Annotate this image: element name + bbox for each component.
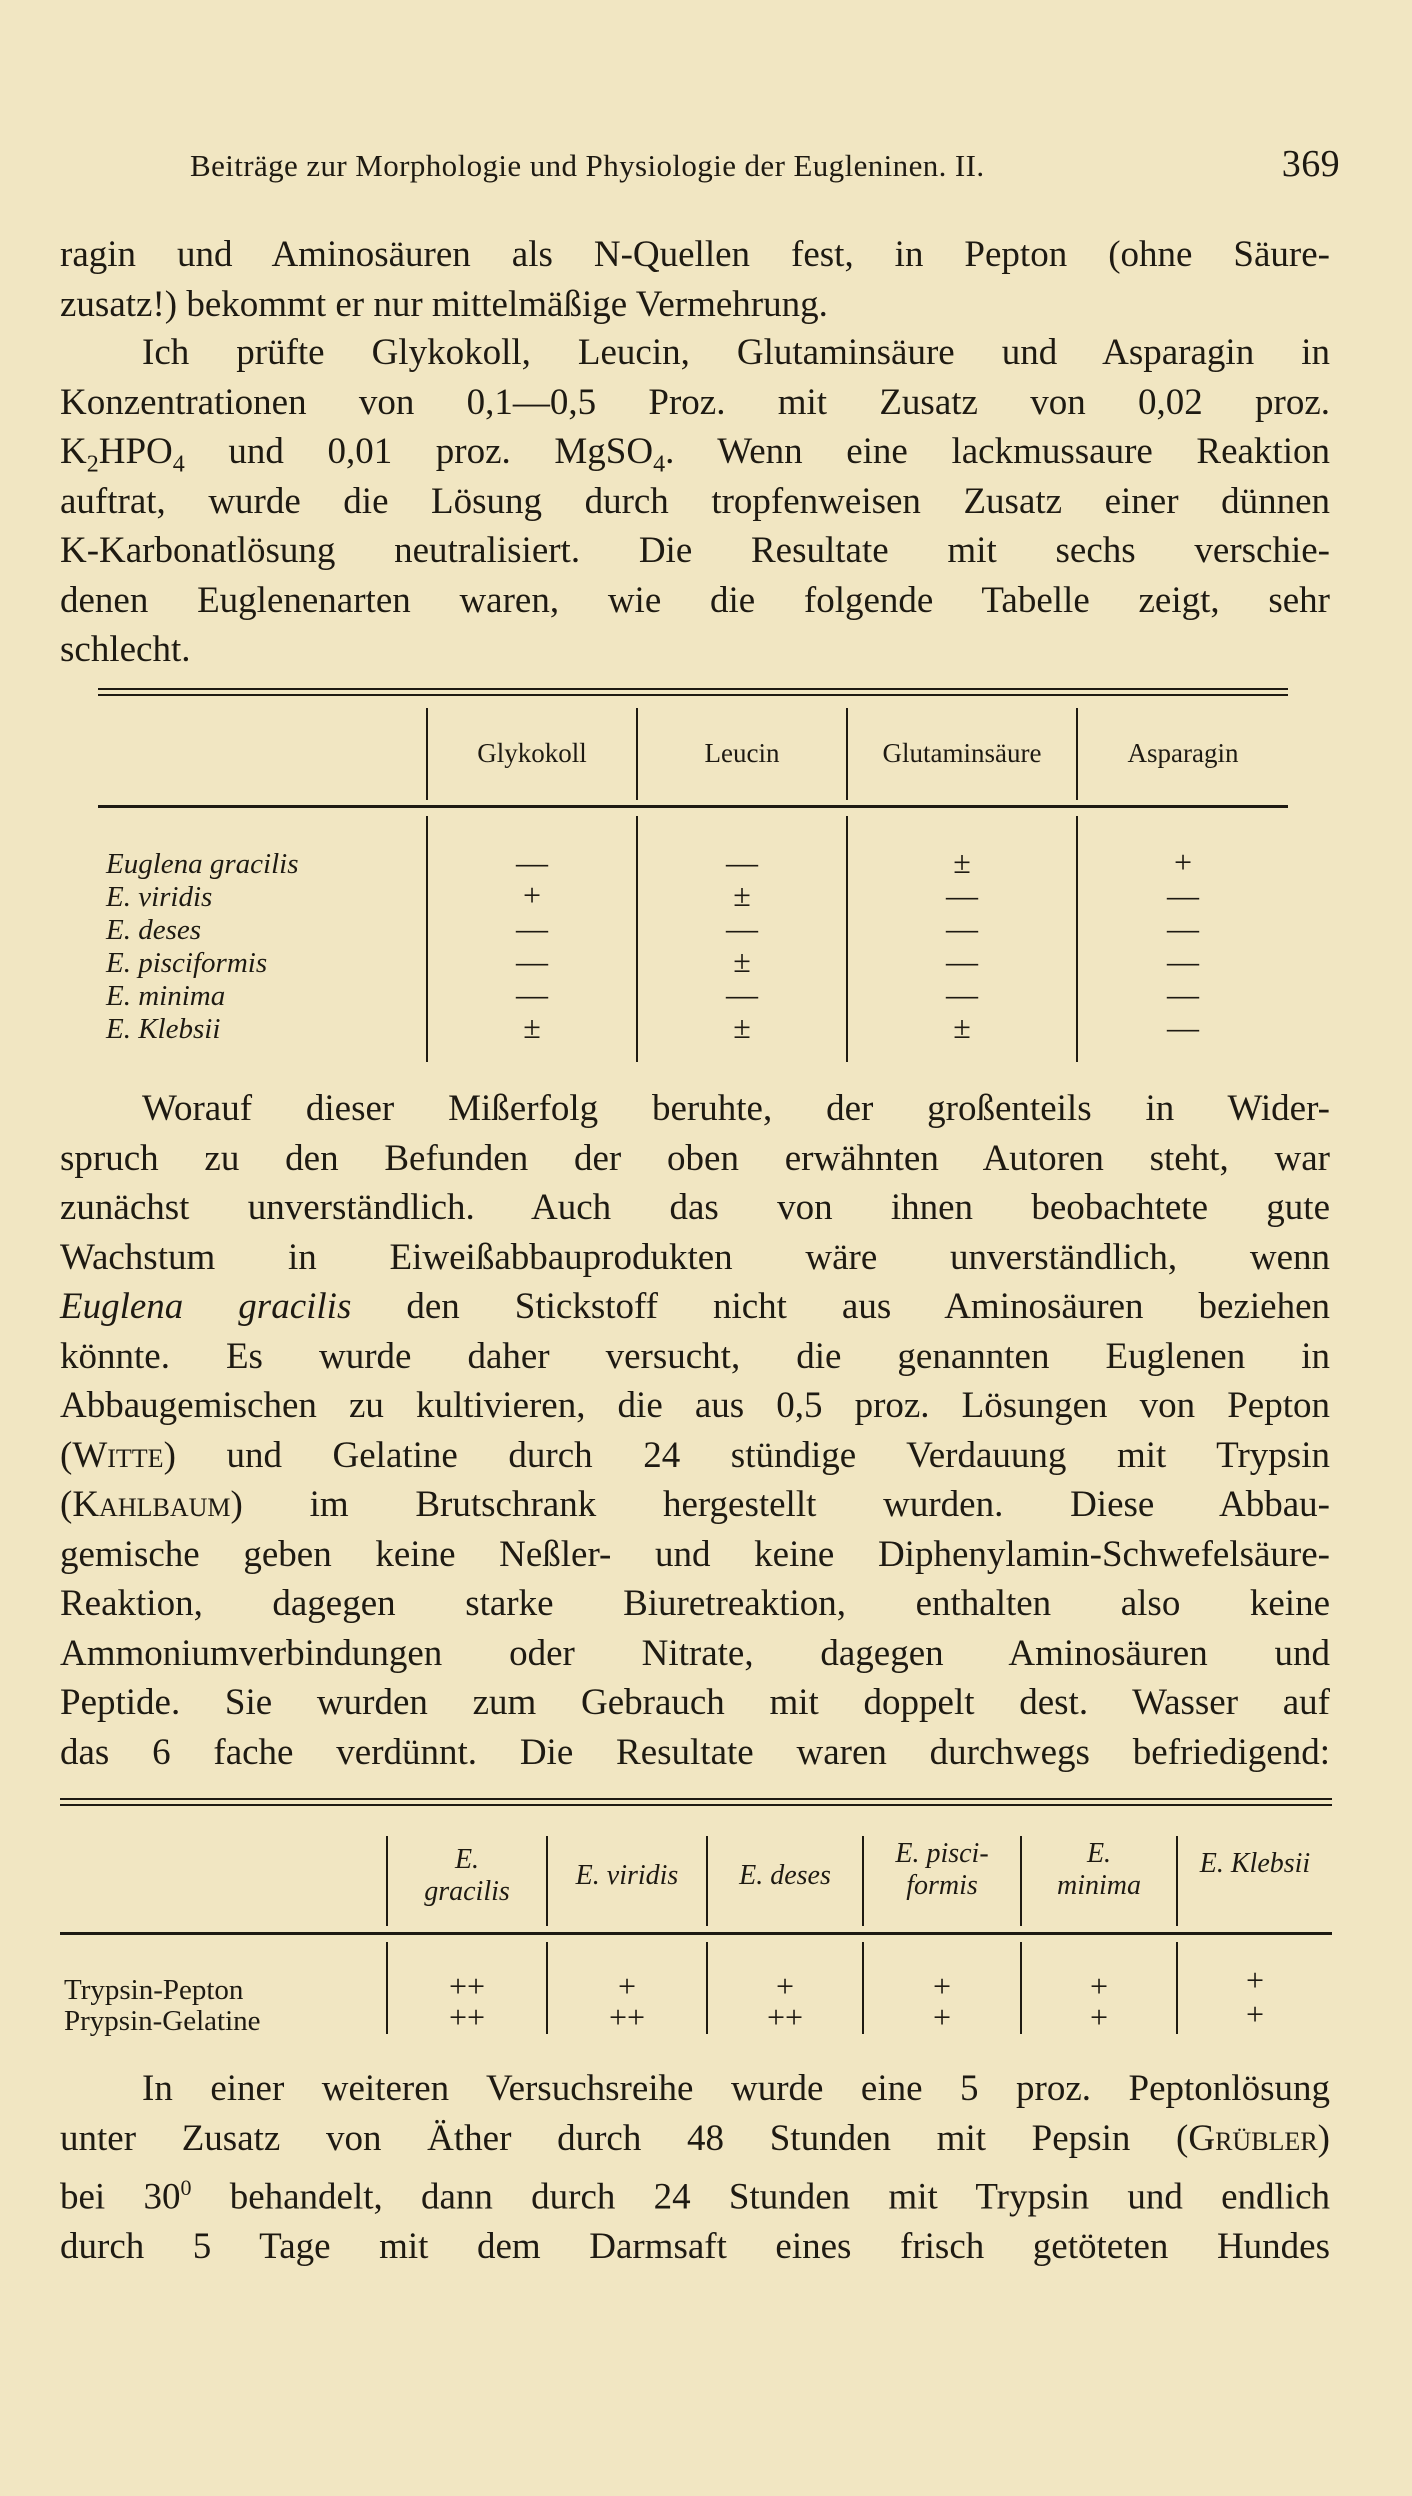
text-line [60, 1431, 1330, 1481]
table-cell: + [775, 1968, 795, 2004]
table-cell: + [932, 1968, 952, 2004]
text-line: Worauf dieser Mißerfolg beruhte, der großenteils in Wider- [142, 1088, 1330, 1129]
formula-text: . Wenn eine lackmussaure Reaktion [665, 431, 1330, 472]
text-line: Wachstum in Eiweißabbauprodukten wäre unverständlich, wenn [60, 1236, 1330, 1278]
table-top-rule [60, 1804, 1332, 1806]
column-header: Glutaminsäure [882, 738, 1042, 768]
table-row-label: E. pisciformis [106, 947, 268, 979]
table-header-rule [60, 1932, 1332, 1935]
text-line [60, 2163, 1330, 2222]
table-header-rule [98, 805, 1288, 808]
text-line: Ammoniumverbindungen oder Nitrate, dagegen Aminosäuren und [60, 1632, 1330, 1674]
column-header: Asparagin [1127, 738, 1239, 768]
header-line: E. pisci- [895, 1838, 989, 1869]
author-name: Grübler [1188, 2117, 1318, 2159]
paragraph-2 [60, 328, 1330, 675]
table-cell: — [516, 910, 548, 946]
table-cell: + [1173, 844, 1193, 880]
table-row-label: Trypsin-Pepton [64, 1974, 244, 2006]
text-line: ragin und Aminosäuren als N-Quellen fest, in Pepton (ohne Säure- [60, 234, 1330, 275]
table-cell: — [1167, 976, 1199, 1012]
header-line: E. viridis [575, 1860, 679, 1891]
header-line: minima [1057, 1870, 1141, 1901]
running-title: Beiträge zur Morphologie und Physiologie der Eugleninen. II. [190, 148, 985, 183]
header-line: formis [906, 1870, 978, 1901]
header-line: E. [454, 1844, 480, 1875]
text-fragment: ( [60, 1434, 73, 1476]
table-cell: — [1167, 1009, 1199, 1045]
text-line: spruch zu den Befunden der oben erwähnten Autoren steht, war [60, 1137, 1330, 1179]
table-cell: ++ [448, 1999, 486, 2035]
text-line: gemische geben keine Neßler- und keine Diphenylamin-Schwefelsäure- [60, 1533, 1330, 1575]
table-cell: + [1089, 1968, 1109, 2004]
text-line: Reaktion, dagegen starke Biuretreaktion, enthalten also keine [60, 1583, 1330, 1624]
table-row-label: E. deses [106, 914, 202, 946]
table-cell: ± [733, 943, 751, 979]
formula-subscript: 4 [653, 451, 666, 478]
text-line: Ich prüfte Glykokoll, Leucin, Glutaminsäure und Asparagin in [142, 332, 1330, 373]
table-top-rule [98, 688, 1288, 690]
table-cell: ± [733, 877, 751, 913]
formula-hpo: HPO [98, 431, 173, 472]
table-cell: ++ [608, 1999, 646, 2035]
text-line: zusatz!) bekommt er nur mittelmäßige Vermehrung. [60, 283, 828, 325]
table-cell: ++ [766, 1999, 804, 2035]
running-head [190, 142, 1340, 192]
column-header [1178, 1848, 1332, 1880]
table-cell: + [1245, 1962, 1265, 1998]
column-header [1022, 1838, 1176, 1902]
table-cell: ± [953, 844, 971, 880]
text-line [60, 1282, 1330, 1332]
table-top-rule [60, 1798, 1332, 1800]
column-header: Leucin [704, 738, 780, 768]
text-line: Abbaugemischen zu kultivieren, die aus 0,5 proz. Lösungen von Pepton [60, 1385, 1330, 1426]
table-cell: ± [733, 1009, 751, 1045]
text-fragment: ) im Brutschrank hergestellt wurden. Diese Abbau- [230, 1484, 1330, 1525]
table-cell: — [726, 844, 758, 880]
formula-subscript: 2 [86, 451, 99, 478]
column-header [864, 1838, 1020, 1902]
table-top-rule [98, 694, 1288, 696]
text-line [60, 2114, 1330, 2164]
degree-superscript: 0 [180, 2175, 192, 2200]
table-cell: + [932, 1999, 952, 2035]
table-row-label: Prypsin-Gelatine [64, 2005, 261, 2037]
table-cell: ± [953, 1009, 971, 1045]
text-line: das 6 fache verdünnt. Die Resultate waren durchwegs befriedigend: [60, 1731, 1330, 1773]
text-fragment: ) [1317, 2117, 1330, 2159]
table-cell: + [617, 1968, 637, 2004]
table-cell: — [1167, 910, 1199, 946]
page-number: 369 [1281, 143, 1340, 185]
formula-subscript: 4 [172, 451, 185, 478]
text-line: auftrat, wurde die Lösung durch tropfenweisen Zusatz einer dünnen [60, 480, 1330, 522]
text-line-formula [60, 427, 1330, 477]
header-line: E. deses [739, 1860, 831, 1891]
text-line: schlecht. [60, 629, 191, 670]
column-header [708, 1860, 862, 1892]
author-name: Kahlbaum [72, 1484, 231, 1525]
table-cell: — [516, 844, 548, 880]
table-row-label: E. minima [106, 980, 226, 1012]
table-cell: — [1167, 877, 1199, 913]
text-fragment: ) und Gelatine durch 24 stündige Verdauung mit Trypsin [163, 1434, 1330, 1476]
text-fragment: unter Zusatz von Äther durch 48 Stunden mit Pepsin ( [60, 2117, 1189, 2159]
text-fragment: ( [60, 1484, 73, 1525]
table-amino-acids [98, 688, 1288, 1068]
text-line: zunächst unverständlich. Auch das von ihnen beobachtete gute [60, 1187, 1330, 1228]
text-line: Peptide. Sie wurden zum Gebrauch mit doppelt dest. Wasser auf [60, 1682, 1330, 1723]
header-line: gracilis [424, 1876, 510, 1907]
formula-text: und 0,01 proz. MgSO [184, 431, 654, 472]
table-cell: — [516, 976, 548, 1012]
table-cell: — [516, 943, 548, 979]
text-line: K-Karbonatlösung neutralisiert. Die Resultate mit sechs verschie- [60, 530, 1330, 571]
table-cell: — [726, 976, 758, 1012]
column-header [388, 1844, 546, 1908]
table-row-label: E. Klebsii [106, 1013, 221, 1045]
text-line: durch 5 Tage mit dem Darmsaft eines frisch getöteten Hundes [60, 2225, 1330, 2267]
text-line: Konzentrationen von 0,1—0,5 Proz. mit Zusatz von 0,02 proz. [60, 381, 1330, 423]
table-cell: ± [523, 1009, 541, 1045]
table-digestion-mixtures [60, 1798, 1332, 2048]
column-header [548, 1860, 706, 1892]
header-line: E. Klebsii [1199, 1848, 1311, 1879]
paragraph-4 [60, 2064, 1330, 2271]
paragraph-3 [60, 1084, 1330, 1777]
text-fragment: behandelt, dann durch 24 Stunden mit Trypsin und endlich [191, 2176, 1331, 2218]
table-row-label: E. viridis [106, 881, 213, 913]
table-cell: — [726, 910, 758, 946]
table-cell: — [946, 877, 978, 913]
author-name: Witte [72, 1434, 164, 1476]
table-cell: — [946, 910, 978, 946]
text-line: denen Euglenenarten waren, wie die folgende Tabelle zeigt, sehr [60, 579, 1330, 621]
table-cell: — [1167, 943, 1199, 979]
table-cell: + [1089, 1999, 1109, 2035]
formula-k: K [60, 431, 87, 472]
column-header: Glykokoll [477, 738, 587, 768]
table-cell: — [946, 976, 978, 1012]
text-fragment: den Stickstoff nicht aus Aminosäuren beziehen [351, 1286, 1330, 1327]
text-line: könnte. Es wurde daher versucht, die genannten Euglenen in [60, 1335, 1330, 1377]
text-line: In einer weiteren Versuchsreihe wurde eine 5 proz. Peptonlösung [142, 2068, 1330, 2109]
table-row-label: Euglena gracilis [106, 848, 299, 880]
table-cell: + [1245, 1996, 1265, 2032]
text-line [60, 1480, 1330, 1530]
species-name: Euglena gracilis [60, 1286, 352, 1327]
table-cell: + [522, 877, 542, 913]
text-fragment: bei 30 [60, 2176, 181, 2218]
paragraph-1 [60, 230, 1330, 329]
table-cell: — [946, 943, 978, 979]
table-cell: ++ [448, 1968, 486, 2004]
header-line: E. [1086, 1838, 1112, 1869]
